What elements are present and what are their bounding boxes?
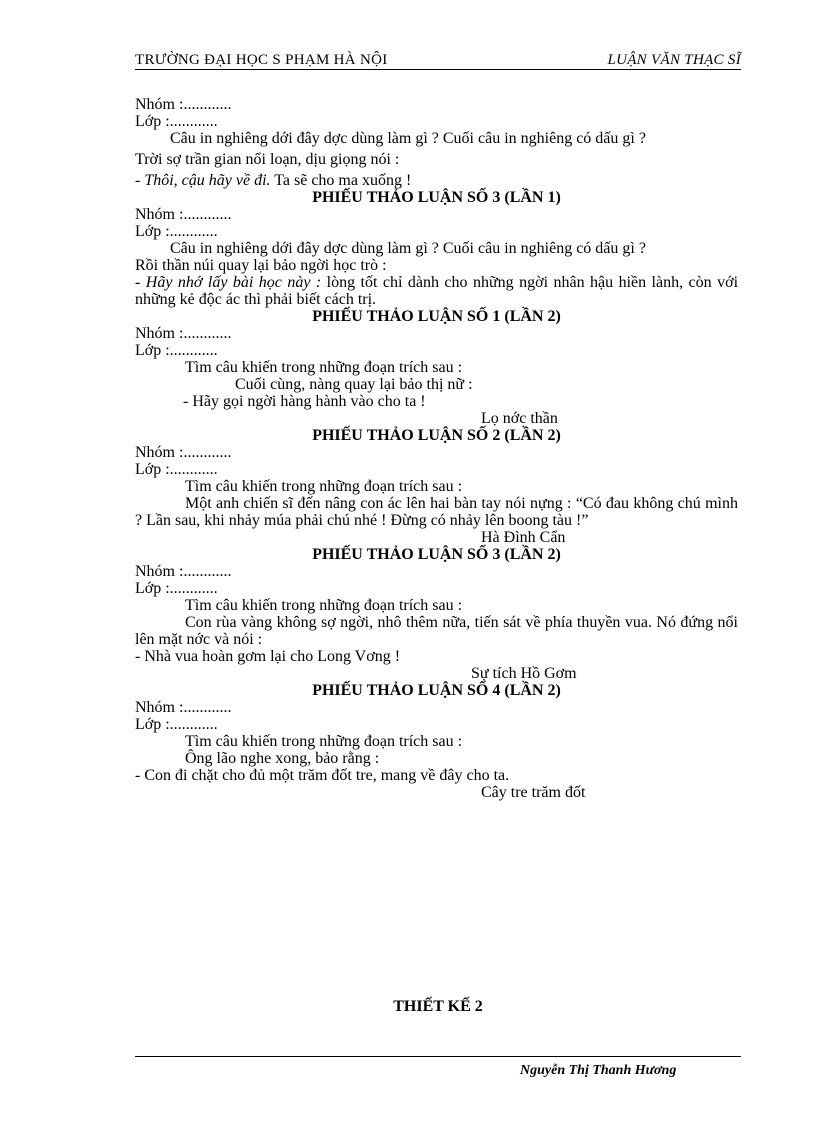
worksheet-block-2 [135, 189, 738, 308]
worksheet-heading: PHIẾU THẢO LUẬN SỐ 4 (LẦN 2) [312, 682, 561, 699]
group-line: Nhóm :............ [135, 206, 232, 223]
excerpt-line: - Con đi chặt cho đủ một trăm đốt tre, mang về đây cho ta. [135, 767, 510, 784]
group-line: Nhóm :............ [135, 699, 232, 716]
excerpt-line: - Nhà vua hoàn gơm lại cho Long Vơng ! [135, 648, 401, 665]
page-body [135, 96, 738, 801]
excerpt-source: Sự tích Hồ Gơm [471, 665, 577, 682]
worksheet-block-3 [135, 308, 738, 427]
excerpt-line: Ông lão nghe xong, bảo rằng : [185, 750, 380, 767]
quote-italic: - Thôi, cậu hãy về đi. [135, 172, 271, 189]
excerpt-source: Cây tre trăm đốt [481, 784, 586, 801]
task-text: Tìm câu khiến trong những đoạn trích sau : [185, 597, 463, 614]
quote-rest: Ta sẽ cho ma xuống ! [270, 172, 412, 189]
worksheet-block-6 [135, 682, 738, 801]
quote-text [135, 172, 738, 189]
excerpt-source: Lọ nớc thần [481, 410, 558, 427]
worksheet-heading: PHIẾU THẢO LUẬN SỐ 3 (LẦN 1) [312, 189, 561, 206]
quote-rest: lòng tốt chỉ dành cho những ngời nhân hậu hiền lành, còn với những kẻ độc ác thì phải biết cách trị. [135, 274, 739, 308]
quote-text [135, 274, 738, 308]
excerpt-source: Hà Đình Cẩn [481, 529, 566, 546]
task-text: Tìm câu khiến trong những đoạn trích sau : [185, 359, 463, 376]
worksheet-block-5 [135, 546, 738, 682]
question-text: Câu in nghiêng dới đây dợc dùng làm gì ? Cuối câu in nghiêng có dấu gì ? [170, 240, 646, 257]
excerpt-line: - Hãy gọi ngời hàng hành vào cho ta ! [183, 393, 426, 410]
excerpt-line: Cuối cùng, nàng quay lại bảo thị nữ : [235, 376, 473, 393]
task-text: Tìm câu khiến trong những đoạn trích sau : [185, 478, 463, 495]
group-line: Nhóm :............ [135, 563, 232, 580]
footer-divider [135, 1056, 741, 1057]
excerpt-paragraph: Con rùa vàng không sợ ngời, nhô thêm nữa, tiến sát về phía thuyền vua. Nó đứng nổi lên mặt nớc và nói : [135, 614, 738, 648]
worksheet-block-4 [135, 427, 738, 546]
class-line: Lớp :............ [135, 580, 218, 597]
group-line: Nhóm :............ [135, 96, 232, 113]
class-line: Lớp :............ [135, 461, 218, 478]
worksheet-heading: PHIẾU THẢO LUẬN SỐ 1 (LẦN 2) [312, 308, 561, 325]
question-text: Câu in nghiêng dới đây dợc dùng làm gì ? Cuối câu in nghiêng có dấu gì ? [170, 130, 646, 147]
class-line: Lớp :............ [135, 113, 218, 130]
worksheet-heading: PHIẾU THẢO LUẬN SỐ 2 (LẦN 2) [312, 427, 561, 444]
class-line: Lớp :............ [135, 342, 218, 359]
footer-author: Nguyễn Thị Thanh Hương [520, 1063, 677, 1078]
group-line: Nhóm :............ [135, 325, 232, 342]
header-thesis-label: LUẬN VĂN THẠC SĨ [607, 52, 741, 68]
page-header [135, 52, 741, 70]
header-university: TRƯỜNG ĐẠI HỌC S PHẠM HÀ NỘI [135, 52, 388, 68]
design-title: THIẾT KẾ 2 [393, 998, 483, 1015]
task-text: Tìm câu khiến trong những đoạn trích sau : [185, 733, 463, 750]
narration-text: Rồi thần núi quay lại bảo ngời học trò : [135, 257, 387, 274]
quote-italic: - Hãy nhớ lấy bài học này : [135, 274, 322, 291]
class-line: Lớp :............ [135, 716, 218, 733]
excerpt-paragraph: Một anh chiến sĩ đến nâng con ác lên hai bàn tay nói nựng : “Có đau không chú mình ? Lần sau, khi nhảy múa phải chú nhé ! Đừng có nhảy lên boong tàu !” [135, 495, 738, 529]
narration-text: Trời sợ trần gian nổi loạn, dịu giọng nói : [135, 151, 400, 168]
class-line: Lớp :............ [135, 223, 218, 240]
worksheet-block-1 [135, 96, 738, 189]
group-line: Nhóm :............ [135, 444, 232, 461]
worksheet-heading: PHIẾU THẢO LUẬN SỐ 3 (LẦN 2) [312, 546, 561, 563]
